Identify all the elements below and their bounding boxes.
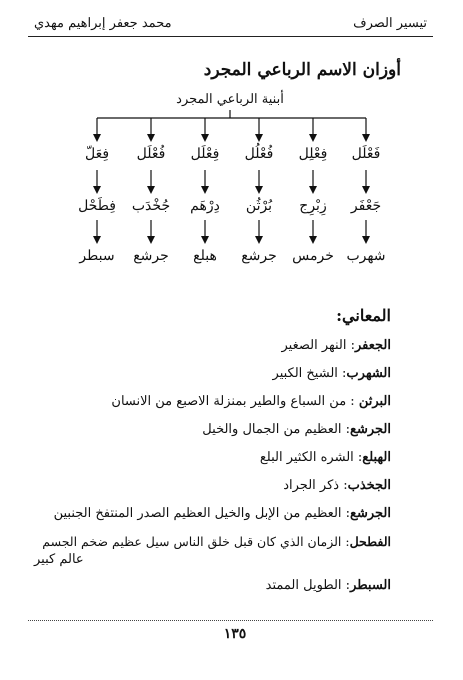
meaning-term: الجرشع — [350, 506, 391, 521]
pattern-2: فِعْلِل — [298, 146, 328, 162]
running-header-author: محمد جعفر إبراهيم مهدي — [34, 16, 172, 31]
meaning-def: : ذكر الجراد — [283, 478, 348, 493]
meaning-6 — [283, 478, 391, 493]
pattern-3: فُعْلُل — [244, 146, 274, 162]
meanings-heading: المعاني: — [336, 306, 391, 325]
word-6: سبطر — [79, 248, 115, 264]
meaning-def: : الطويل الممتد — [265, 578, 351, 593]
diagram-connectors — [0, 0, 463, 280]
meaning-1 — [281, 338, 391, 353]
pattern-6: فِعَلّ — [84, 146, 110, 162]
meaning-8-continued — [34, 552, 84, 567]
example-5: جُخْدَب — [131, 198, 171, 214]
meaning-3 — [111, 394, 391, 409]
meaning-term: الجخذب — [347, 478, 391, 493]
meaning-def: : الزمان الذي كان قبل خلق الناس سيل عظيم ضخم الجسم — [42, 534, 350, 549]
meaning-def: : الشره الكثير البلع — [259, 450, 363, 465]
footer-rule — [28, 620, 433, 621]
pattern-5: فُعْلَل — [136, 146, 166, 162]
meaning-term: الفطحل — [349, 534, 391, 549]
pattern-1: فَعْلَل — [351, 146, 381, 162]
meaning-term: الجرشع — [350, 422, 391, 437]
meaning-term: الجعفر — [355, 338, 391, 353]
meaning-7 — [54, 506, 391, 521]
meaning-def: : من السباع والطير بمنزلة الاصبع من الانسان — [111, 394, 359, 409]
meaning-continuation: عالم كبير — [34, 552, 84, 567]
meaning-def: : الشيخ الكبير — [272, 366, 347, 381]
meaning-4 — [202, 422, 391, 437]
word-3: جرشع — [241, 248, 277, 264]
meaning-5 — [260, 450, 391, 465]
meaning-term: البرثن — [358, 394, 391, 409]
word-4: هبلع — [193, 248, 217, 264]
word-5: جرشع — [133, 248, 169, 264]
running-header-book-title: تيسير الصرف — [353, 16, 427, 31]
section-title: أوزان الاسم الرباعي المجرد — [203, 60, 401, 80]
meaning-def: : العظيم من الإبل والخيل العظيم الصدر المنتفخ الجنبين — [53, 506, 351, 521]
word-1: شهرب — [346, 248, 386, 264]
example-6: فِطَحْل — [78, 198, 116, 214]
word-2: خرمس — [292, 248, 334, 264]
meaning-def: : العظيم من الجمال والخيل — [202, 422, 351, 437]
meaning-9 — [266, 578, 391, 593]
page-number: ١٣٥ — [223, 626, 247, 642]
example-1: جَعْفَر — [350, 198, 382, 214]
meaning-2 — [273, 366, 391, 381]
meaning-term: الشهرب — [346, 366, 391, 381]
meaning-term: السبطر — [350, 578, 391, 593]
example-2: زِبْرِج — [299, 198, 327, 214]
example-4: دِرْهَم — [190, 198, 220, 214]
meaning-def: : النهر الصغير — [281, 338, 355, 353]
diagram-root-label: أبنية الرباعي المجرد — [176, 92, 284, 107]
example-3: بُرْثُن — [245, 198, 273, 214]
meaning-8 — [42, 534, 391, 549]
pattern-4: فِعْلَل — [190, 146, 220, 162]
meaning-term: الهبلع — [362, 450, 391, 465]
